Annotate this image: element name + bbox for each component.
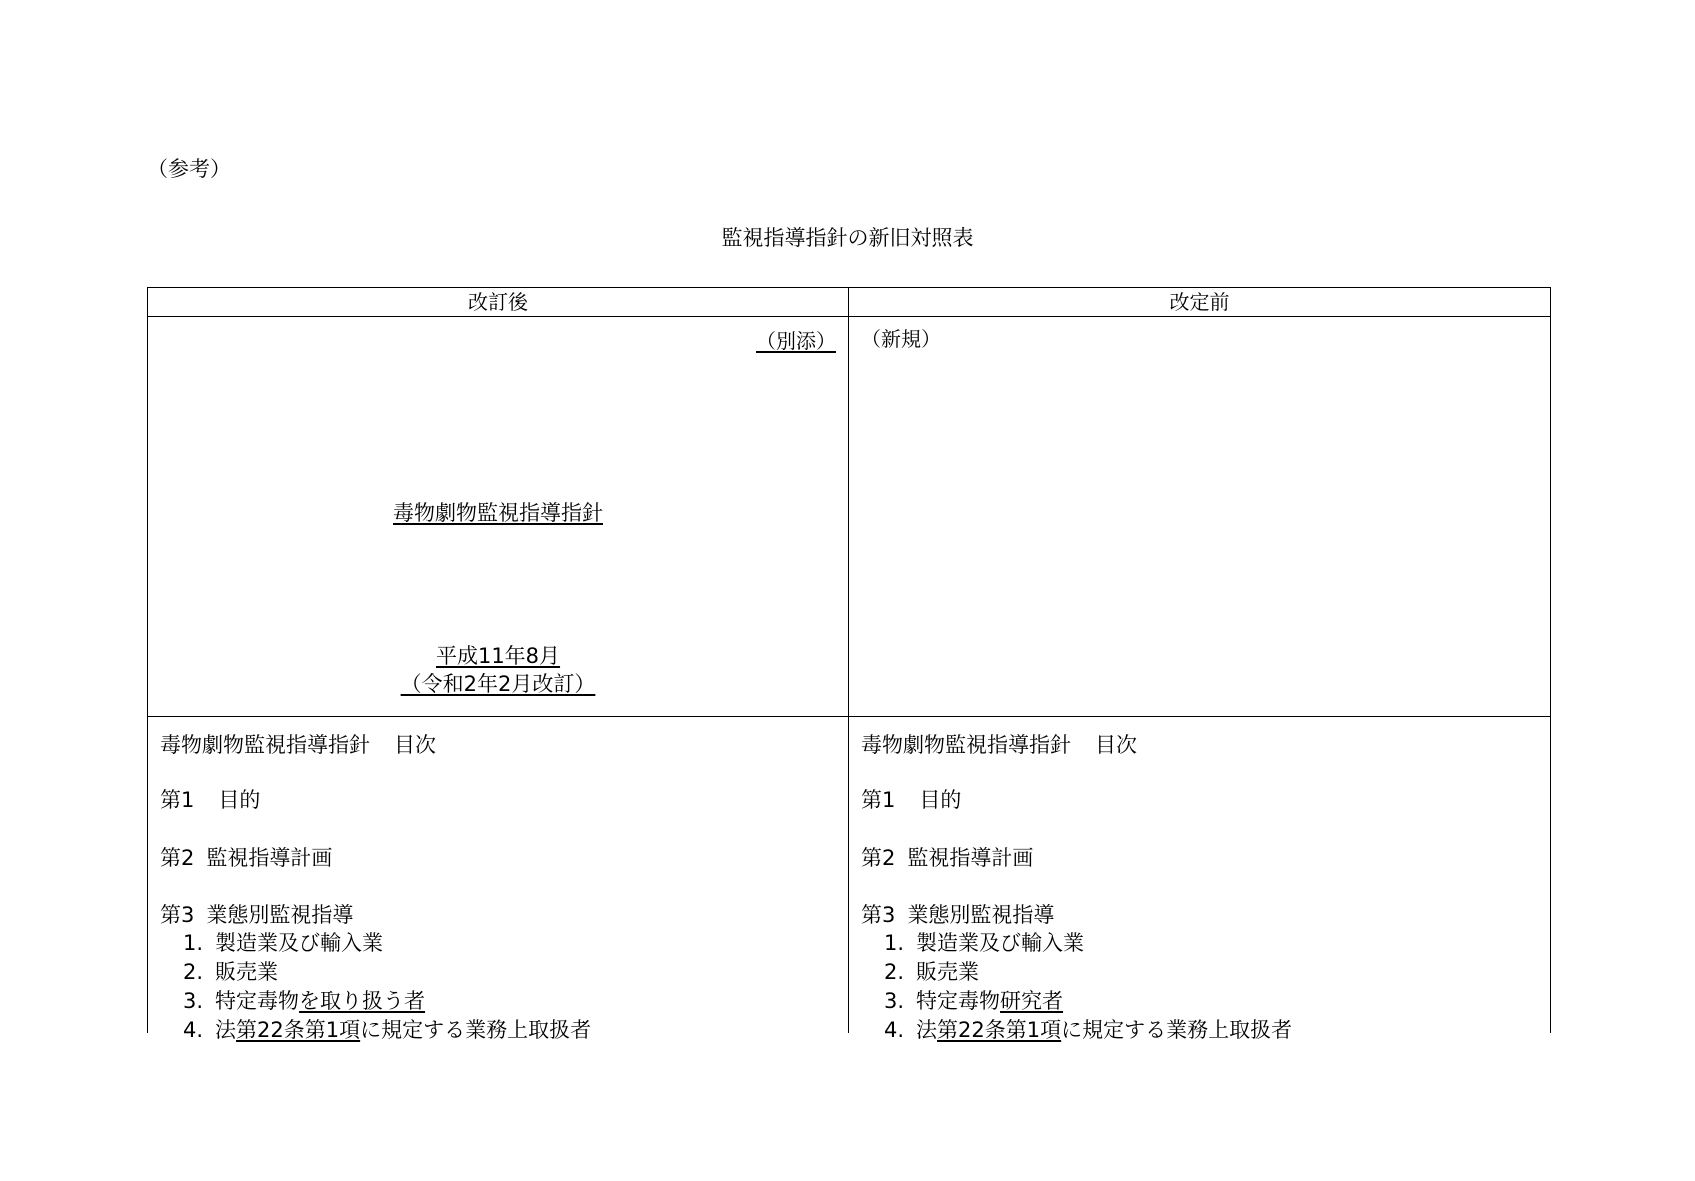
item-number: 2. [183, 960, 204, 984]
page-title: 監視指導指針の新旧対照表 [721, 226, 974, 250]
toc-item-2 [884, 956, 979, 986]
cover-revision [148, 668, 848, 698]
toc-item-4 [183, 1014, 591, 1044]
toc-item-1 [884, 927, 1084, 957]
section-number: 第1 [861, 788, 896, 812]
cover-doc-title [148, 497, 848, 527]
toc-item-2 [183, 956, 278, 986]
toc-after-cell [148, 717, 849, 1042]
toc-heading-label: 目次 [394, 733, 436, 757]
header-before: 改定前 [849, 288, 1551, 317]
section-number: 第3 [160, 903, 195, 927]
section-title: 業態別監視指導 [907, 903, 1055, 927]
toc-item-3 [183, 985, 425, 1015]
item-number: 1. [884, 931, 905, 955]
reference-label: （参考） [147, 157, 231, 181]
toc-section-2 [861, 842, 1033, 872]
section-number: 第2 [160, 846, 195, 870]
toc-section-3 [160, 899, 353, 929]
section-number: 第2 [861, 846, 896, 870]
item-title: 販売業 [215, 960, 279, 984]
item-number: 2. [884, 960, 905, 984]
item-title: 特定毒物 [916, 989, 1001, 1013]
toc-item-1 [183, 927, 383, 957]
section-title: 業態別監視指導 [206, 903, 354, 927]
section-title: 目的 [919, 788, 962, 812]
section-title: 監視指導計画 [907, 846, 1034, 870]
item-number: 4. [884, 1018, 905, 1042]
cover-date [148, 640, 848, 670]
item-number: 3. [183, 989, 204, 1013]
item-number: 4. [183, 1018, 204, 1042]
toc-heading [861, 729, 1137, 759]
attachment-label: （別添） [756, 329, 836, 353]
item-title: 法 [916, 1018, 938, 1042]
section-title: 監視指導計画 [206, 846, 333, 870]
item-title-rest: に規定する業務上取扱者 [360, 1018, 592, 1042]
section-number: 第3 [861, 903, 896, 927]
item-title: 製造業及び輸入業 [215, 931, 384, 955]
cover-revision-text: （令和2年2月改訂） [400, 672, 596, 696]
item-number: 1. [183, 931, 204, 955]
item-title-old: 研究者 [1000, 989, 1064, 1013]
item-title: 販売業 [916, 960, 980, 984]
toc-item-3 [884, 985, 1063, 1015]
item-title-rest: に規定する業務上取扱者 [1061, 1018, 1293, 1042]
section-number: 第1 [160, 788, 195, 812]
toc-heading [160, 729, 436, 759]
toc-heading-title: 毒物劇物監視指導指針 [861, 733, 1071, 757]
header-after: 改訂後 [148, 288, 849, 317]
item-title-revised: を取り扱う者 [299, 989, 426, 1013]
new-note: （新規） [861, 327, 941, 351]
item-title-revised: 第22条第1項 [236, 1018, 361, 1042]
item-title: 法 [215, 1018, 237, 1042]
cover-after-cell [148, 317, 849, 717]
cover-date-text: 平成11年8月 [435, 644, 561, 668]
item-number: 3. [884, 989, 905, 1013]
toc-section-1 [160, 784, 260, 814]
toc-heading-label: 目次 [1095, 733, 1137, 757]
section-title: 目的 [218, 788, 261, 812]
item-title-old: 第22条第1項 [937, 1018, 1062, 1042]
item-title: 製造業及び輸入業 [916, 931, 1085, 955]
toc-item-4 [884, 1014, 1292, 1044]
toc-section-3 [861, 899, 1054, 929]
toc-section-2 [160, 842, 332, 872]
comparison-table [147, 287, 1551, 1042]
toc-section-1 [861, 784, 961, 814]
toc-heading-title: 毒物劇物監視指導指針 [160, 733, 370, 757]
item-title: 特定毒物 [215, 989, 300, 1013]
cover-before-cell [849, 317, 1551, 717]
cover-doc-title-text: 毒物劇物監視指導指針 [393, 501, 603, 525]
toc-before-cell [849, 717, 1551, 1042]
